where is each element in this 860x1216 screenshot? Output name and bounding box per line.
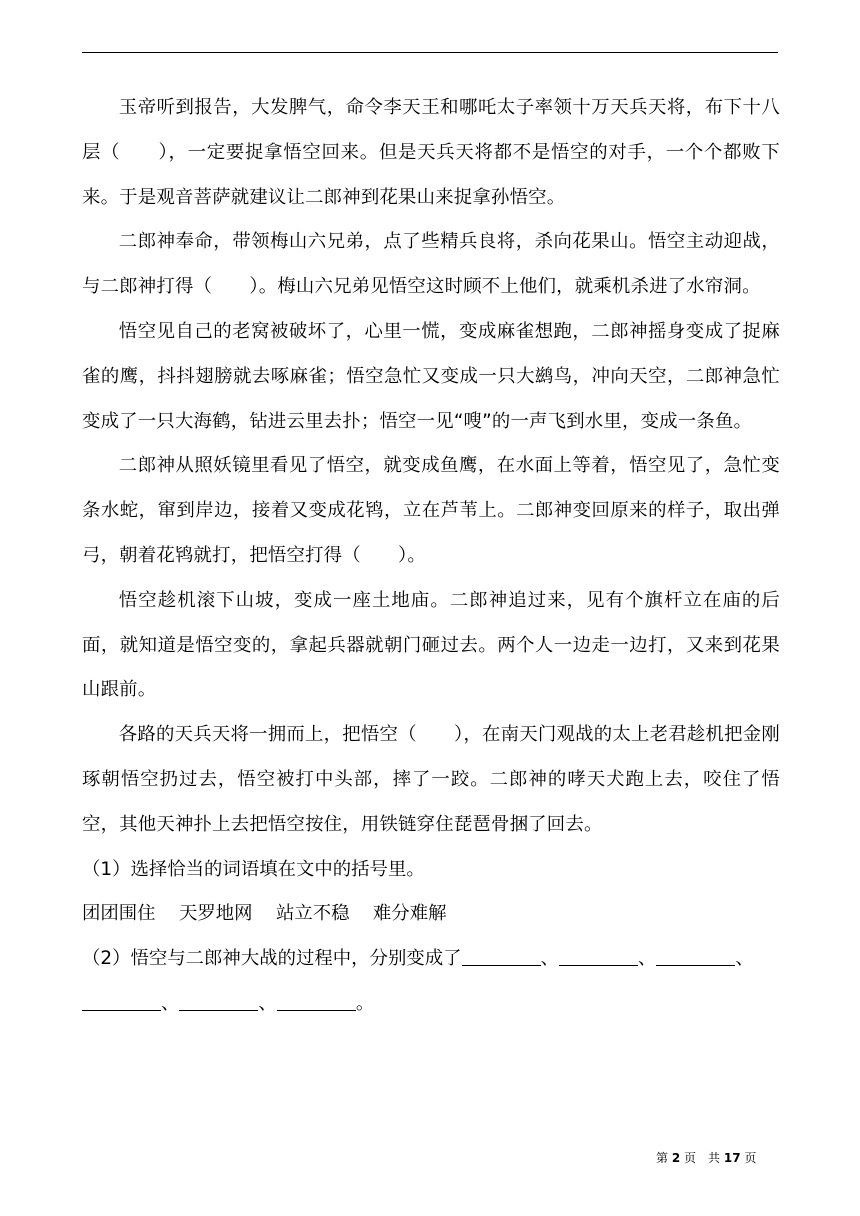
- question-1-options: [82, 892, 780, 937]
- question-2-prompt: （2）悟空与二郎神大战的过程中，分别变成了: [82, 948, 462, 970]
- separator: 、: [258, 992, 277, 1014]
- question-2-line-2: [82, 982, 780, 1027]
- paragraph-6: 各路的天兵天将一拥而上，把悟空（ ），在南天门观战的太上老君趁机把金刚琢朝悟空扔过去，悟空被打中头部，摔了一跤。二郎神的哮天犬跑上去，咬住了悟空，其他天神扑上去把悟空按住，用铁链穿住琵琶骨捆了回去。: [82, 724, 780, 835]
- separator: 、: [540, 948, 559, 970]
- paragraph-1: 玉帝听到报告，大发脾气，命令李天王和哪吒太子率领十万天兵天将，布下十八层（ ），一定要捉拿悟空回来。但是天兵天将都不是悟空的对手，一个个都败下来。于是观音菩萨就建议让二郎神到花果山来捉拿孙悟空。: [82, 97, 780, 208]
- header-rule: [82, 52, 778, 53]
- paragraph-4: 二郎神从照妖镜里看见了悟空，就变成鱼鹰，在水面上等着，悟空见了，急忙变条水蛇，窜到岸边，接着又变成花鸨，立在芦苇上。二郎神变回原来的样子，取出弹弓，朝着花鸨就打，把悟空打得（ ）。: [82, 455, 780, 566]
- separator: 、: [161, 992, 180, 1014]
- option-2: 天罗地网: [178, 903, 253, 925]
- answer-blank-4[interactable]: [82, 990, 161, 1011]
- paragraph-5: 悟空趁机滚下山坡，变成一座土地庙。二郎神追过来，见有个旗杆立在庙的后面，就知道是悟空变的，拿起兵器就朝门砸过去。两个人一边走一边打，又来到花果山跟前。: [82, 589, 780, 701]
- answer-blank-5[interactable]: [179, 990, 258, 1011]
- separator: 、: [735, 948, 754, 970]
- paragraph-2: 二郎神奉命，带领梅山六兄弟，点了些精兵良将，杀向花果山。悟空主动迎战，与二郎神打得（ ）。梅山六兄弟见悟空这时顾不上他们，就乘机杀进了水帘洞。: [82, 231, 780, 298]
- option-3: 站立不稳: [275, 903, 350, 925]
- answer-blank-1[interactable]: [462, 945, 541, 966]
- paragraph-3: 悟空见自己的老窝被破坏了，心里一慌，变成麻雀想跑，二郎神摇身变成了捉麻雀的鹰，抖抖翅膀就去啄麻雀；悟空急忙又变成一只大鹚鸟，冲向天空，二郎神急忙变成了一只大海鹤，钻进云里去扑；悟空一见“嗖”的一声飞到水里，变成一条鱼。: [82, 320, 780, 432]
- question-2-line-1: [82, 937, 780, 982]
- separator: 、: [637, 948, 657, 970]
- question-1-prompt: （1）选择恰当的词语填在文中的括号里。: [82, 858, 425, 880]
- answer-blank-3[interactable]: [656, 945, 735, 966]
- footer-middle: 页 共: [684, 1151, 721, 1165]
- document-body: [82, 86, 780, 1027]
- sentence-end: 。: [355, 992, 375, 1014]
- current-page: 2: [671, 1151, 681, 1165]
- answer-blank-6[interactable]: [277, 990, 356, 1011]
- footer-prefix: 第: [656, 1151, 669, 1165]
- page-number: [656, 1150, 756, 1166]
- footer-suffix: 页: [744, 1151, 757, 1165]
- answer-blank-2[interactable]: [559, 945, 638, 966]
- option-4: 难分难解: [372, 903, 447, 925]
- option-1: 团团围住: [82, 903, 156, 925]
- total-pages: 17: [723, 1151, 741, 1165]
